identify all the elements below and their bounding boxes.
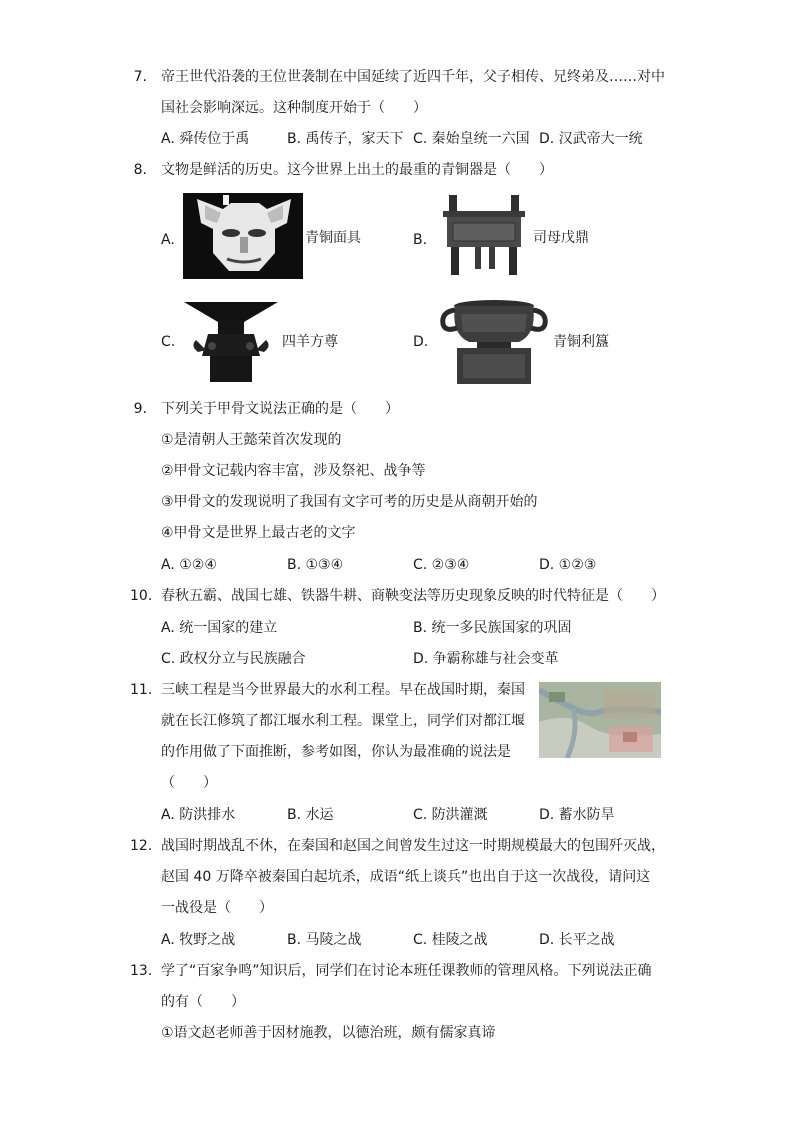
option-a-caption: 青铜面具 [305,230,361,246]
question-number: 12. [130,838,153,854]
option-b: B. 统一多民族国家的巩固 [413,620,572,636]
question-stem-line: 的作用做了下面推断，参考如图，你认为最准确的说法是 [161,744,511,760]
option-d: D. ①②③ [539,557,597,573]
question-stem-line: 三峡工程是当今世界最大的水利工程。早在战国时期，秦国 [161,682,525,698]
option-c-caption: 四羊方尊 [282,334,338,350]
dujiangyan-map-image [539,682,661,758]
four-ram-zun-image [182,300,280,386]
option-a: A. 牧野之战 [161,932,236,948]
question-number: 10. [130,588,153,604]
question-number: 13. [130,963,153,979]
question-stem: 文物是鲜活的历史。这今世界上出土的最重的青铜器是（ ） [161,162,553,178]
option-b: B. 马陵之战 [287,932,362,948]
option-b: B. 禹传子，家天下 [287,131,404,147]
option-d: D. 争霸称雄与社会变革 [413,651,559,667]
option-b-caption: 司母戊鼎 [533,230,589,246]
simuwu-ding-image [439,193,529,279]
bronze-mask-image [183,193,303,279]
option-b: B. 水运 [287,807,334,823]
question-stem-line: 的有（ ） [161,994,245,1010]
question-stem-line: 赵国 40 万降卒被秦国白起坑杀，成语“纸上谈兵”也出自于这一次战役，请问这 [161,869,651,885]
option-c-letter: C. [161,334,176,350]
option-c: C. 政权分立与民族融合 [161,651,306,667]
li-gui-image [439,296,549,386]
option-d-caption: 青铜利簋 [553,334,609,350]
option-d: D. 长平之战 [539,932,615,948]
statement-item: ①语文赵老师善于因材施教，以德治班，颇有儒家真谛 [161,1025,496,1041]
question-number: 9. [133,401,147,417]
option-c: C. 桂陵之战 [413,932,488,948]
option-a: A. 舜传位于禹 [161,131,250,147]
question-number: 8. [133,162,147,178]
question-number: 7. [133,69,147,85]
question-stem-line: 一战役是（ ） [161,900,273,916]
question-stem-line: 就在长江修筑了都江堰水利工程。课堂上，同学们对都江堰 [161,713,525,729]
question-stem-line: 国社会影响深远。这种制度开始于（ ） [161,100,427,116]
option-a: A. ①②④ [161,557,217,573]
question-stem-line: （ ） [161,775,217,791]
option-a: A. 防洪排水 [161,807,236,823]
option-d: D. 蓄水防旱 [539,807,615,823]
question-stem-line: 学了“百家争鸣”知识后，同学们在讨论本班任课教师的管理风格。下列说法正确 [161,963,652,979]
question-number: 11. [130,682,153,698]
question-stem: 下列关于甲骨文说法正确的是（ ） [161,401,399,417]
option-d: D. 汉武帝大一统 [539,131,643,147]
option-a-letter: A. [161,232,175,248]
option-a: A. 统一国家的建立 [161,620,278,636]
statement-item: ③甲骨文的发现说明了我国有文字可考的历史是从商朝开始的 [161,494,538,510]
option-c: C. 秦始皇统一六国 [413,131,530,147]
statement-item: ④甲骨文是世界上最古老的文字 [161,525,356,541]
question-stem: 春秋五霸、战国七雄、铁器牛耕、商鞅变法等历史现象反映的时代特征是（ ） [161,588,665,604]
statement-item: ②甲骨文记载内容丰富，涉及祭祀、战争等 [161,463,426,479]
option-c: C. 防洪灌溉 [413,807,488,823]
option-b-letter: B. [413,232,428,248]
question-stem-line: 帝王世代沿袭的王位世袭制在中国延续了近四千年，父子相传、兄终弟及……对中 [161,69,665,85]
option-c: C. ②③④ [413,557,470,573]
option-b: B. ①③④ [287,557,344,573]
statement-item: ①是清朝人王懿荣首次发现的 [161,432,342,448]
question-stem-line: 战国时期战乱不休，在秦国和赵国之间曾发生过这一时期规模最大的包围歼灭战， [161,838,665,854]
option-d-letter: D. [413,334,429,350]
